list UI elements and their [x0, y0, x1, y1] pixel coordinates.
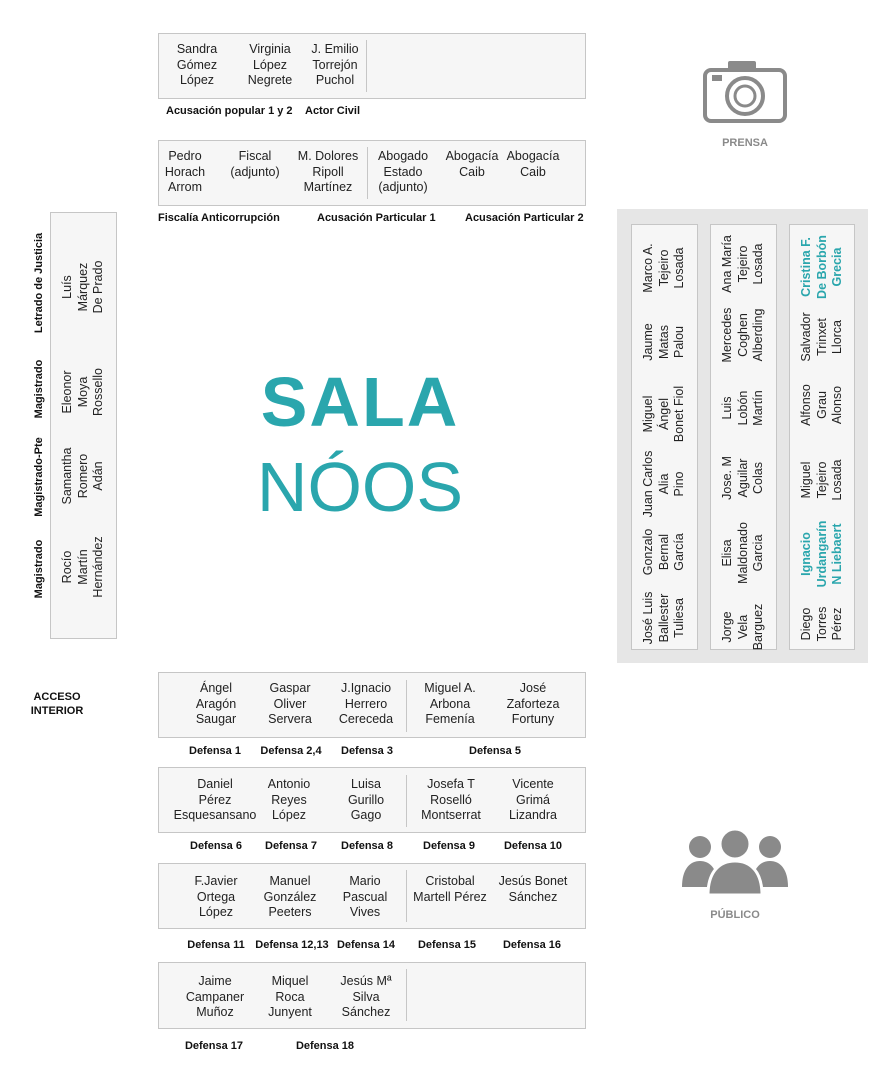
title-noos: NÓOS	[256, 448, 464, 526]
seat-eleonor-moya: Eleonor Moya Rossello	[59, 368, 105, 416]
seat-manuel-gonzalez: Manuel González Peeters	[263, 874, 317, 919]
label-defensa-5: Defensa 5	[469, 745, 521, 757]
seat-miguel-bonet: Miguel Ángel Bonet Fiol	[640, 385, 686, 443]
label-defensa-8: Defensa 8	[341, 840, 393, 852]
seat-abogacia-caib-2: Abogacía Caib	[506, 149, 560, 179]
label-defensa-11: Defensa 11	[187, 939, 245, 951]
label-defensa-6: Defensa 6	[190, 840, 242, 852]
press-label: PRENSA	[722, 137, 768, 149]
seat-sandra-gomez: Sandra Gómez López	[176, 42, 218, 87]
seat-antonio-reyes: Antonio Reyes López	[267, 777, 311, 822]
seat-cristina-borbon: Cristina F. De Borbón Grecia	[798, 235, 844, 299]
divider	[406, 969, 407, 1021]
seat-juan-carlos-alia: Juan Carlos Alia Pino	[640, 450, 686, 518]
label-defensa-2-4: Defensa 2,4	[260, 745, 322, 757]
label-defensa-10: Defensa 10	[503, 840, 563, 852]
seat-jesus-bonet: Jesús Bonet Sánchez	[498, 874, 568, 904]
seat-ignacio-herrero: J.Ignacio Herrero Cereceda	[338, 681, 394, 726]
label-magistrado-1: Magistrado	[33, 359, 45, 419]
seat-emilio-torrejon: J. Emilio Torrejón Puchol	[311, 42, 359, 87]
label-acceso-interior: ACCESO INTERIOR	[30, 691, 84, 717]
seat-mercedes-coghen: Mercedes Coghen Alberding	[719, 307, 765, 363]
divider	[406, 775, 407, 827]
label-defensa-12-13: Defensa 12,13	[255, 939, 329, 951]
seat-vicente-grima: Vicente Grimá Lizandra	[509, 777, 557, 822]
seat-angel-aragon: Ángel Aragón Saugar	[195, 681, 237, 726]
seat-mario-pascual: Mario Pascual Vives	[342, 874, 388, 919]
seat-cristobal-martell: Cristobal Martell Pérez	[413, 874, 487, 904]
seat-miguel-tejeiro: Miguel Tejeiro Losada	[798, 459, 844, 501]
seat-salvador-trinxet: Salvador Trinxet Llorca	[798, 312, 844, 362]
seat-samantha-romero: Samantha Romero Adán	[59, 447, 105, 505]
seat-luis-marquez: Luís Márquez De Prado	[59, 260, 105, 314]
seat-jose-zaforteza: José Zaforteza Fortuny	[506, 681, 560, 726]
label-actor-civil: Actor Civil	[305, 105, 361, 117]
label-acusacion-particular-1: Acusación Particular 1	[317, 212, 436, 224]
seat-alfonso-grau: Alfonso Grau Alonso	[798, 384, 844, 426]
seat-jose-ballester: José Luis Ballester Tuliesa	[640, 591, 686, 645]
seat-dolores-ripoll: M. Dolores Ripoll Martínez	[297, 149, 359, 194]
seat-ana-tejeiro: Ana María Tejeiro Losada	[719, 235, 765, 293]
seat-javier-ortega: F.Javier Ortega López	[194, 874, 238, 919]
seat-daniel-perez: Daniel Pérez Esquesansano	[173, 777, 257, 822]
divider	[366, 40, 367, 92]
seat-jesus-silva: Jesús Mª Silva Sánchez	[340, 974, 392, 1019]
seat-josefa-rosello: Josefa T Roselló Montserrat	[421, 777, 481, 822]
label-defensa-18: Defensa 18	[295, 1040, 355, 1052]
label-magistrado-pte: Magistrado-Pte	[33, 437, 45, 517]
label-magistrado-2: Magistrado	[33, 539, 45, 599]
seat-jaume-matas: Jaume Matas Palou	[640, 323, 686, 361]
divider	[406, 680, 407, 732]
seat-marco-tejeiro: Marco A. Tejeiro Losada	[640, 243, 686, 293]
seat-gaspar-oliver: Gaspar Oliver Servera	[268, 681, 312, 726]
label-defensa-17: Defensa 17	[184, 1040, 244, 1052]
seat-rocio-martin: Rocío Martín Hernández	[59, 536, 105, 598]
seat-jaime-campaner: Jaime Campaner Muñoz	[185, 974, 245, 1019]
label-letrado-de-justicia: Letrado de Justicia	[33, 232, 45, 334]
label-acusacion-particular-2: Acusación Particular 2	[465, 212, 584, 224]
camera-icon	[702, 58, 788, 124]
seat-diego-torres: Diego Torres Pérez	[798, 606, 844, 642]
seat-pedro-horach: Pedro Horach Arrom	[164, 149, 206, 194]
seat-elisa-maldonado: Elisa Maldonado Garcia	[719, 522, 765, 584]
seat-fiscal-adjunto: Fiscal (adjunto)	[230, 149, 280, 179]
label-defensa-15: Defensa 15	[417, 939, 477, 951]
seat-luisa-gurillo: Luisa Gurillo Gago	[347, 777, 385, 822]
seat-abogado-estado: Abogado Estado (adjunto)	[377, 149, 429, 194]
seat-gonzalo-bernal: Gonzalo Bernal García	[640, 528, 686, 576]
seat-ignacio-urdangarin: Ignacio Urdangarín N Liebaert	[798, 520, 844, 588]
label-defensa-1: Defensa 1	[189, 745, 241, 757]
label-fiscalia-anticorrupcion: Fiscalía Anticorrupción	[158, 212, 280, 224]
public-label: PÚBLICO	[710, 909, 760, 921]
label-defensa-16: Defensa 16	[502, 939, 562, 951]
seat-jose-aguilar: Jose. M Aguilar Colas	[719, 456, 765, 500]
title-sala: SALA	[260, 363, 460, 441]
label-defensa-9: Defensa 9	[423, 840, 475, 852]
label-defensa-7: Defensa 7	[265, 840, 317, 852]
people-icon	[680, 825, 790, 897]
seat-miguel-arbona: Miguel A. Arbona Femenía	[424, 681, 476, 726]
seat-luis-lobon: Luis Lobón Martín	[719, 390, 765, 426]
label-defensa-14: Defensa 14	[336, 939, 396, 951]
label-acusacion-popular: Acusación popular 1 y 2	[166, 105, 293, 117]
seat-jorge-vela: Jorge Vela Barguez	[719, 603, 765, 651]
label-defensa-3: Defensa 3	[341, 745, 393, 757]
seat-virginia-lopez: Virginia López Negrete	[247, 42, 293, 87]
seat-abogacia-caib-1: Abogacía Caib	[445, 149, 499, 179]
seat-miquel-roca: Miquel Roca Junyent	[268, 974, 312, 1019]
